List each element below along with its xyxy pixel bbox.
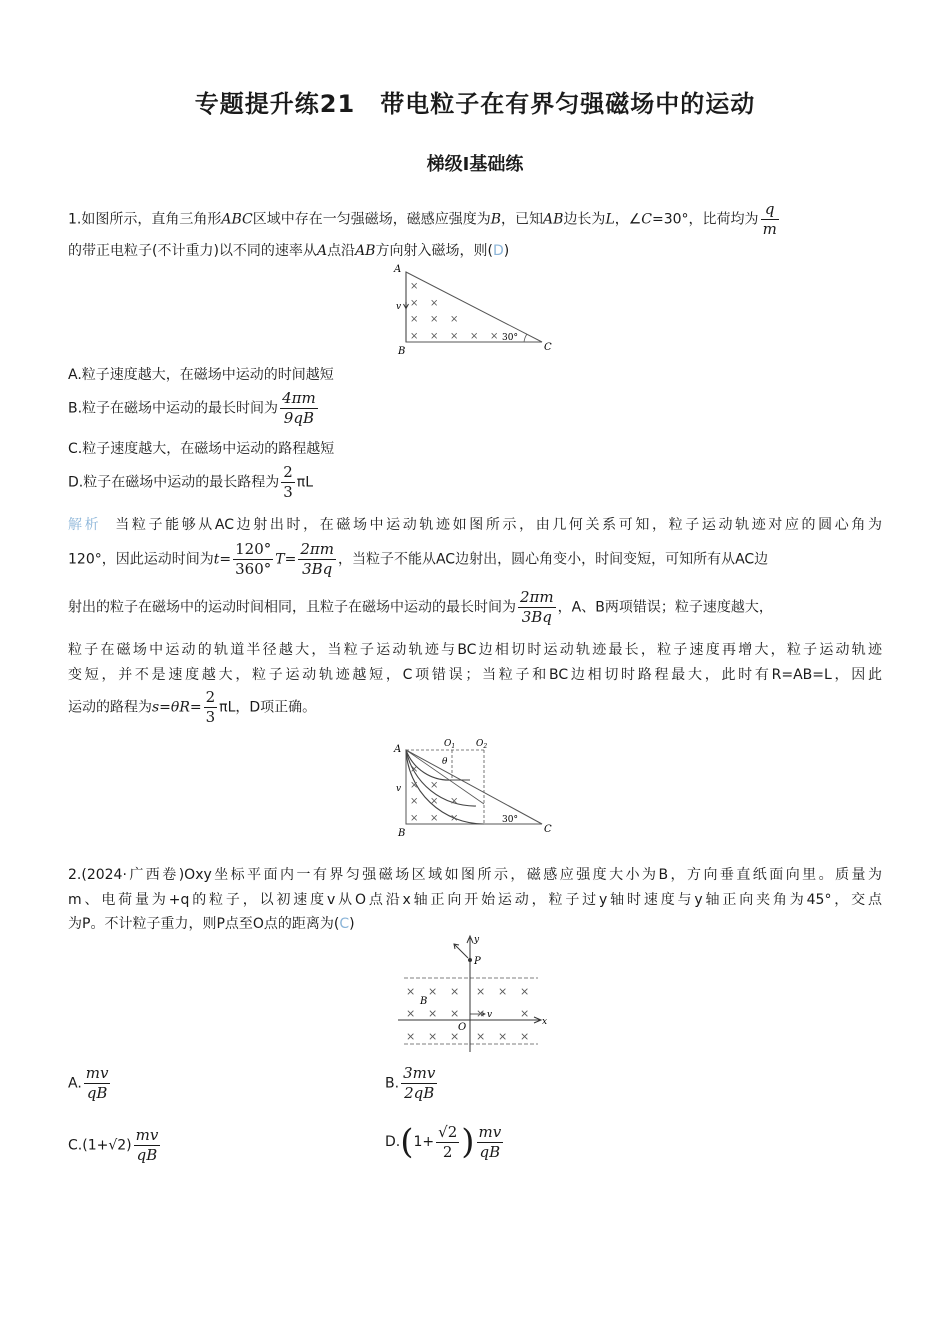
q2-stem-line2: m、电荷量为+q的粒子，以初速度v从O点沿x轴正向开始运动，粒子过y轴时速度与y轴正向夹角为45°，交点 <box>68 892 882 908</box>
svg-text:×: × <box>410 331 419 342</box>
svg-text:×: × <box>406 985 416 998</box>
q2-stem-line3: 为P。不计粒子重力，则P点至O点的距离为(C) <box>68 916 355 932</box>
svg-text:×: × <box>450 1007 460 1020</box>
svg-text:×: × <box>428 1007 438 1020</box>
fig3-label-x: x <box>542 1017 548 1027</box>
svg-text:×: × <box>410 298 419 309</box>
svg-text:×: × <box>410 780 419 791</box>
svg-text:×: × <box>430 314 439 325</box>
q1-stem-line2: 的带正电粒子(不计重力)以不同的速率从A点沿AB方向射入磁场，则(D) <box>68 243 510 259</box>
svg-text:×: × <box>430 813 439 824</box>
fig3-label-y: y <box>474 935 480 945</box>
fig1-angle-label: 30° <box>502 333 518 343</box>
q1-option-d: D.粒子在磁场中运动的最长路程为 $\frac{2}{3}$ πL <box>68 463 314 501</box>
analysis-line1: 解析 当粒子能够从AC边射出时，在磁场中运动轨迹如图所示，由几何关系可知，粒子运动轨迹对应的圆心角为 <box>68 517 882 533</box>
fig2-label-theta: θ <box>442 757 448 767</box>
analysis-line2: 120°，因此运动时间为t= $\frac{120^\circ}{360^\circ}$ T= $\frac{2\pi m}{3Bq}$ ，当粒子不能从AC边射出，圆心角变小，时间变短，可知所有从AC边 <box>68 540 769 578</box>
svg-text:×: × <box>520 1030 530 1043</box>
svg-text:×: × <box>406 1030 416 1043</box>
page-title: 专题提升练21 带电粒子在有界匀强磁场中的运动 <box>194 90 756 118</box>
svg-text:×: × <box>430 796 439 807</box>
analysis-line6: 运动的路程为s=θR= $\frac{2}{3}$ πL，D项正确。 <box>68 688 317 726</box>
svg-text:×: × <box>450 985 460 998</box>
svg-text:×: × <box>476 985 486 998</box>
section-subtitle: 梯级Ⅰ基础练 <box>426 154 524 175</box>
svg-text:×: × <box>450 314 459 325</box>
q2-option-d: D.(1+ $\frac{√2}{2}$ ) $\frac{mv}{qB}$ <box>385 1122 502 1162</box>
fig2-angle-label: 30° <box>502 815 518 825</box>
svg-text:×: × <box>476 1007 486 1020</box>
fig1-label-v: v <box>396 302 402 312</box>
q2-figure-coordinate <box>398 932 558 1056</box>
svg-text:×: × <box>430 298 439 309</box>
q2-stem-line1: 2.(2024·广西卷)Oxy坐标平面内一有界匀强磁场区域如图所示，磁感应强度大小为B，方向垂直纸面向里。质量为 <box>68 867 882 883</box>
svg-text:×: × <box>406 1007 416 1020</box>
svg-text:×: × <box>430 331 439 342</box>
analysis-line4: 粒子在磁场中运动的轨道半径越大，当粒子运动轨迹与BC边相切时运动轨迹最长，粒子速度再增大，粒子运动轨迹 <box>68 642 882 658</box>
analysis-line5: 变短，并不是速度越大，粒子运动轨迹越短，C项错误；当粒子和BC边相切时路程最大，此时有R=AB=L，因此 <box>68 667 882 683</box>
fig2-label-a: A <box>394 744 402 755</box>
fig2-label-v: v <box>396 784 402 794</box>
svg-text:×: × <box>410 764 419 775</box>
q1-option-a: A.粒子速度越大，在磁场中运动的时间越短 <box>68 367 334 383</box>
svg-text:×: × <box>450 331 459 342</box>
svg-text:×: × <box>498 1030 508 1043</box>
fig1-field-crosses <box>410 281 498 342</box>
svg-text:×: × <box>520 1007 530 1020</box>
fig3-field-crosses <box>406 985 529 1043</box>
q1-figure-triangle <box>390 262 565 358</box>
charge-mass-ratio: $\frac{q}{m}$ <box>762 200 777 238</box>
svg-text:×: × <box>450 796 459 807</box>
fig2-label-b: B <box>398 828 406 838</box>
svg-text:×: × <box>410 796 419 807</box>
svg-text:×: × <box>490 331 499 342</box>
svg-text:×: × <box>430 780 439 791</box>
svg-text:×: × <box>410 314 419 325</box>
svg-text:×: × <box>498 985 508 998</box>
fig3-label-p: P <box>474 956 481 967</box>
fig1-label-b: B <box>398 346 406 357</box>
analysis-line3: 射出的粒子在磁场中的运动时间相同，且粒子在磁场中运动的最长时间为 $\frac{2\pi m}{3Bq}$ ，A、B两项错误；粒子速度越大， <box>68 588 773 626</box>
svg-text:×: × <box>470 331 479 342</box>
q1-option-b: B.粒子在磁场中运动的最长时间为 $\frac{4\pi m}{9qB}$ <box>68 389 316 427</box>
svg-text:×: × <box>428 1030 438 1043</box>
q1-stem-line1: 1.如图所示，直角三角形ABC区域中存在一匀强磁场，磁感应强度为B，已知AB边长为L，∠C=30°，比荷均为 $\frac{q}{m}$ <box>68 200 777 238</box>
svg-text:×: × <box>520 985 530 998</box>
q2-option-a: A. $\frac{mv}{qB}$ <box>68 1064 109 1102</box>
fig3-label-v: v <box>487 1010 493 1020</box>
fig3-label-o: O <box>458 1022 467 1033</box>
fig2-field-crosses <box>410 764 458 824</box>
q1-option-c: C.粒子速度越大，在磁场中运动的路程越短 <box>68 441 335 457</box>
fig2-label-c: C <box>544 824 552 835</box>
analysis-label: 解析 <box>68 517 102 533</box>
q1-answer: D <box>492 243 504 259</box>
q2-option-c: C.(1+√2) $\frac{mv}{qB}$ <box>68 1126 159 1164</box>
fig2-label-o1: $O_1$ <box>444 739 456 750</box>
svg-text:×: × <box>476 1030 486 1043</box>
fig1-label-a: A <box>394 264 402 275</box>
svg-text:×: × <box>410 281 419 292</box>
analysis-figure-trajectories <box>390 734 565 838</box>
svg-text:×: × <box>428 985 438 998</box>
q2-answer: C <box>339 916 350 932</box>
svg-text:×: × <box>450 1030 460 1043</box>
fig1-label-c: C <box>544 342 552 353</box>
fig3-label-b: B <box>420 996 428 1007</box>
svg-text:×: × <box>410 813 419 824</box>
fig2-label-o2: $O_2$ <box>476 739 488 750</box>
svg-text:×: × <box>450 813 459 824</box>
q2-option-b: B. $\frac{3mv}{2qB}$ <box>385 1064 436 1102</box>
